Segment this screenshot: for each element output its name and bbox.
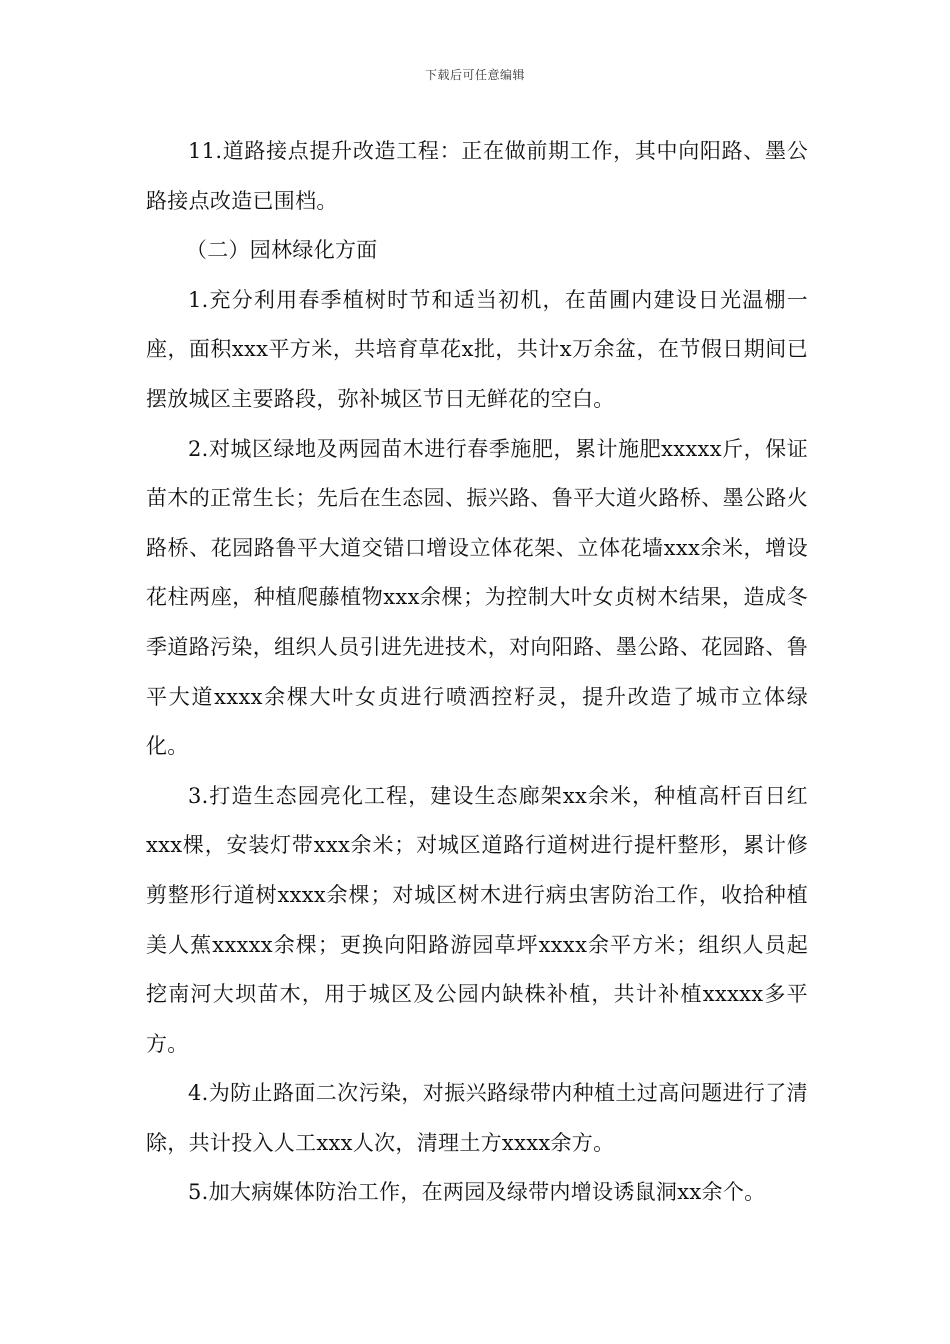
paragraph-item-11: 11.道路接点提升改造工程：正在做前期工作，其中向阳路、墨公路接点改造已围档。 (146, 139, 808, 213)
paragraph-item-1: 1.充分利用春季植树时节和适当初机，在苗圃内建设日光温棚一座，面积xxx平方米，共培育草花x批，共计x万余盆，在节假日期间已摆放城区主要路段，弥补城区节日无鲜花的空白。 (146, 287, 808, 411)
paragraph-item-4: 4.为防止路面二次污染，对振兴路绿带内种植土过高问题进行了清除，共计投入人工xxx人次，清理土方xxxx余方。 (146, 1081, 808, 1155)
paragraph-item-5: 5.加大病媒体防治工作，在两园及绿带内增设诱鼠洞xx余个。 (188, 1180, 766, 1205)
paragraph-item-2: 2.对城区绿地及两园苗木进行春季施肥，累计施肥xxxxx斤，保证苗木的正常生长；先后在生态园、振兴路、鲁平大道火路桥、墨公路火路桥、花园路鲁平大道交错口增设立体花架、立体花墙xxx余米，增设花柱两座，种植爬藤植物xxx余棵；为控制大叶女贞树木结果，造成冬季道路污染，组织人员引进先进技术，对向阳路、墨公路、花园路、鲁平大道xxxx余棵大叶女贞进行喷洒控籽灵，提升改造了城市立体绿化。 (146, 436, 808, 759)
document-body (146, 127, 808, 1218)
section-heading-landscaping: （二）园林绿化方面 (185, 238, 378, 263)
paragraph-item-3: 3.打造生态园亮化工程，建设生态廊架xx余米，种植高杆百日红xxx棵，安装灯带xxx余米；对城区道路行道树进行提杆整形，累计修剪整形行道树xxxx余棵；对城区树木进行病虫害防治工作，收拾种植美人蕉xxxxx余棵；更换向阳路游园草坪xxxx余平方米；组织人员起挖南河大坝苗木，用于城区及公园内缺株补植，共计补植xxxxx多平方。 (146, 783, 808, 1056)
page-header: 下载后可任意编辑 (424, 68, 525, 82)
